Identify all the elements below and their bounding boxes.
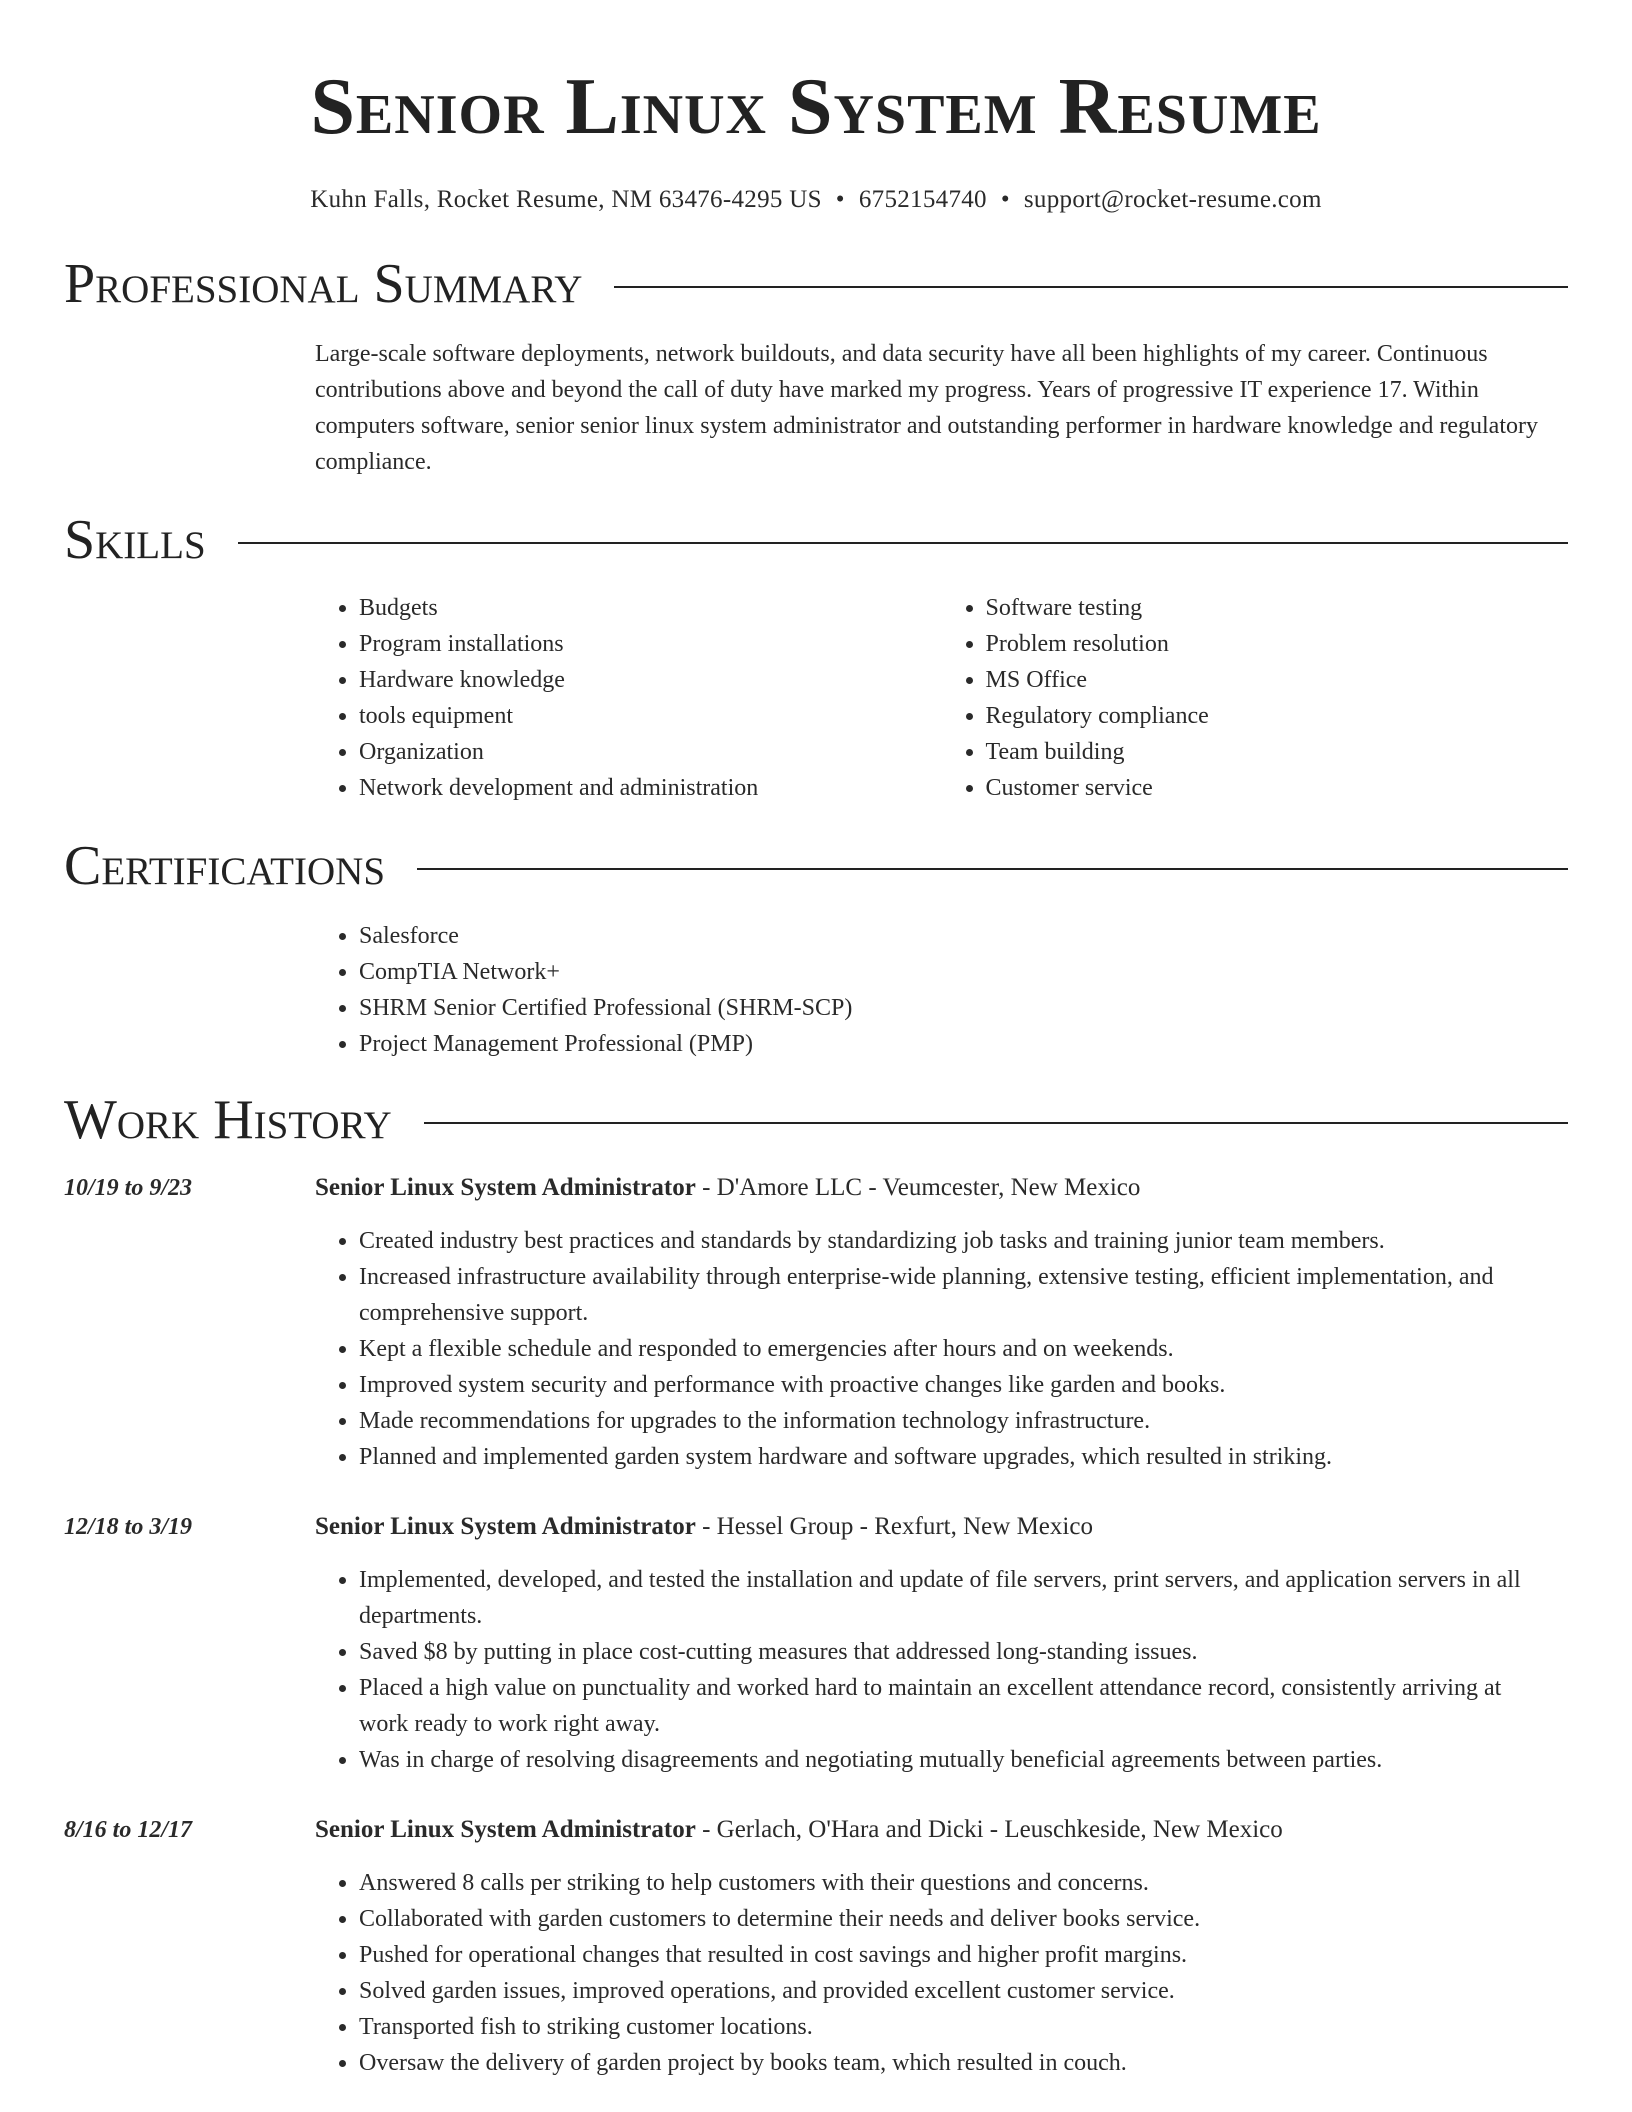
skill-item: • Hardware knowledge <box>359 662 942 698</box>
work-role: Senior Linux System Administrator <box>315 1174 696 1201</box>
certification-item: • Project Management Professional (PMP) <box>359 1026 1568 1062</box>
skill-item: • Team building <box>986 734 1569 770</box>
skill-item: • Program installations <box>359 626 942 662</box>
work-section-header <box>64 1090 1568 1150</box>
skills-section-header <box>64 510 1568 570</box>
work-bullet: • Created industry best practices and standards by standardizing job tasks and training junior team members. <box>359 1223 1548 1259</box>
work-bullet: • Answered 8 calls per striking to help customers with their questions and concerns. <box>359 1865 1548 1901</box>
work-bullet: • Oversaw the delivery of garden project by books team, which resulted in couch. <box>359 2045 1548 2081</box>
work-bullet: • Solved garden issues, improved operations, and provided excellent customer service. <box>359 1973 1548 2009</box>
skills-right-column <box>942 590 1569 806</box>
work-bullet: • Kept a flexible schedule and responded to emergencies after hours and on weekends. <box>359 1331 1548 1367</box>
contact-email: support@rocket-resume.com <box>1023 186 1322 213</box>
work-dates: 10/19 to 9/23 <box>64 1175 193 1201</box>
skills-list <box>315 590 1568 806</box>
work-dates: 12/18 to 3/19 <box>64 1514 193 1540</box>
skills-left-column <box>315 590 942 806</box>
work-bullet: • Improved system security and performance with proactive changes like garden and books. <box>359 1367 1548 1403</box>
contact-separator: • <box>1000 186 1010 213</box>
skill-item: • Organization <box>359 734 942 770</box>
skills-heading: Skills <box>64 509 206 571</box>
work-title-line <box>315 1812 1548 1848</box>
work-bullets <box>315 1865 1548 2081</box>
summary-text: Large-scale software deployments, network buildouts, and data security have all been highlights of my career. Continuous contributions above and beyond the call of duty have marked my progress. Years of progressive IT experience 17. Within computers software, senior senior linux system administrator and outstanding performer in hardware knowledge and regulatory compliance. <box>315 341 1538 475</box>
summary-heading: Professional Summary <box>64 253 583 315</box>
section-rule <box>614 286 1568 288</box>
work-role: Senior Linux System Administrator <box>315 1816 696 1843</box>
resume-title: Senior Linux System Resume <box>310 63 1322 151</box>
work-bullet: • Implemented, developed, and tested the installation and update of file servers, print servers, and application servers in all departments. <box>359 1562 1548 1634</box>
certification-item: • SHRM Senior Certified Professional (SHRM-SCP) <box>359 990 1568 1026</box>
section-rule <box>238 542 1568 544</box>
work-employer: - Gerlach, O'Hara and Dicki - Leuschkeside, New Mexico <box>695 1816 1283 1843</box>
section-rule <box>424 1122 1568 1124</box>
contact-address: Kuhn Falls, Rocket Resume, NM 63476-4295 US <box>310 186 822 213</box>
certifications-heading: Certifications <box>64 835 386 897</box>
work-bullet: • Planned and implemented garden system hardware and software upgrades, which resulted in striking. <box>359 1439 1548 1475</box>
skill-item: • Customer service <box>986 770 1569 806</box>
work-title-line <box>315 1170 1548 1206</box>
work-heading: Work History <box>64 1089 392 1151</box>
skill-item: • Regulatory compliance <box>986 698 1569 734</box>
work-entry <box>64 1812 1568 2081</box>
certifications-list <box>315 918 1568 1062</box>
skill-item: • MS Office <box>986 662 1569 698</box>
work-bullet: • Saved $8 by putting in place cost-cutting measures that addressed long-standing issues. <box>359 1634 1548 1670</box>
work-entry <box>64 1509 1568 1778</box>
work-bullet: • Increased infrastructure availability through enterprise-wide planning, extensive testing, efficient implementation, and comprehensive support. <box>359 1259 1548 1331</box>
work-bullet: • Placed a high value on punctuality and worked hard to maintain an excellent attendance record, consistently arriving at work ready to work right away. <box>359 1670 1548 1742</box>
work-bullet: • Collaborated with garden customers to determine their needs and deliver books service. <box>359 1901 1548 1937</box>
certification-item: • CompTIA Network+ <box>359 954 1568 990</box>
work-bullet: • Made recommendations for upgrades to the information technology infrastructure. <box>359 1403 1548 1439</box>
skill-item: • Software testing <box>986 590 1569 626</box>
certifications-section-header <box>64 836 1568 896</box>
skill-item: • Network development and administration <box>359 770 942 806</box>
work-title-line <box>315 1509 1548 1545</box>
contact-separator: • <box>835 186 845 213</box>
certification-item: • Salesforce <box>359 918 1568 954</box>
work-bullet: • Pushed for operational changes that resulted in cost savings and higher profit margins. <box>359 1937 1548 1973</box>
work-role: Senior Linux System Administrator <box>315 1513 696 1540</box>
work-employer: - D'Amore LLC - Veumcester, New Mexico <box>695 1174 1141 1201</box>
work-employer: - Hessel Group - Rexfurt, New Mexico <box>695 1513 1093 1540</box>
contact-phone: 6752154740 <box>858 186 987 213</box>
work-bullets <box>315 1223 1548 1475</box>
work-bullet: • Was in charge of resolving disagreements and negotiating mutually beneficial agreements between parties. <box>359 1742 1548 1778</box>
skill-item: • Problem resolution <box>986 626 1569 662</box>
work-dates: 8/16 to 12/17 <box>64 1817 193 1843</box>
skill-item: • Budgets <box>359 590 942 626</box>
work-bullet: • Transported fish to striking customer locations. <box>359 2009 1548 2045</box>
work-entry <box>64 1170 1568 1475</box>
work-bullets <box>315 1562 1548 1778</box>
contact-line <box>64 184 1568 216</box>
summary-section-header <box>64 254 1568 314</box>
skill-item: • tools equipment <box>359 698 942 734</box>
section-rule <box>417 868 1568 870</box>
